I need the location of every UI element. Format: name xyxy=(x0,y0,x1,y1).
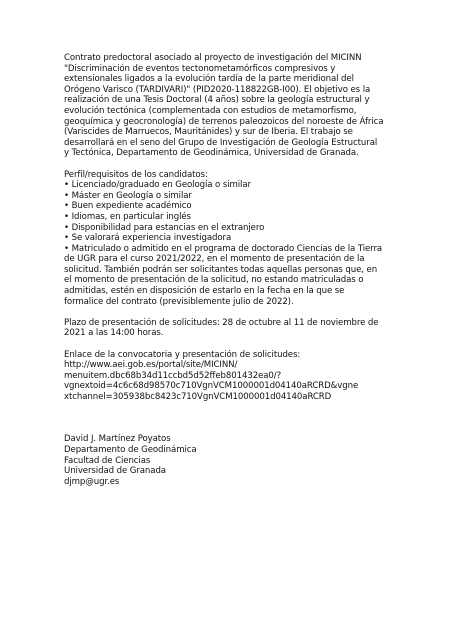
link-heading: Enlace de la convocatoria y presentación de solicitudes: xyxy=(64,349,301,360)
spacer xyxy=(64,403,384,424)
requirement-item: • Se valorará experiencia investigadora xyxy=(64,233,232,244)
signature-name: David J. Martínez Poyatos xyxy=(64,434,171,445)
convocatoria-link[interactable]: vgnextoid=4c6c68d98570c710VgnVCM1000001d04140aRCRD&vgne xyxy=(64,381,359,392)
requirements-list xyxy=(64,180,384,307)
convocatoria-link[interactable]: http://www.aei.gob.es/portal/site/MICINN/ xyxy=(64,360,238,371)
requirement-item: • Máster en Geología o similar xyxy=(64,190,192,201)
convocatoria-link[interactable]: xtchannel=305938bc8423c710VgnVCM1000001d04140aRCRD xyxy=(64,392,332,402)
signature-faculty: Facultad de Ciencias xyxy=(64,455,151,466)
spacer xyxy=(64,339,384,350)
signature-university: Universidad de Granada xyxy=(64,466,166,477)
requirement-item: • Buen expediente académico xyxy=(64,201,192,212)
signature-block xyxy=(64,434,384,487)
profile-heading: Perfil/requisitos de los candidatos: xyxy=(64,169,208,180)
deadline-paragraph: Plazo de presentación de solicitudes: 28 de octubre al 11 de noviembre de 2021 a las 14:00 horas. xyxy=(64,317,379,339)
intro-paragraph: Contrato predoctoral asociado al proyecto de investigación del MICINN "Discriminación de eventos tectonometamórficos compresivos y extensionales ligados a la evolución tardía de la parte meridional del Orógeno Varisco (TARDIVARI)" (PID2020-118822GB-I00). El objetivo es la realización de una Tesis Doctoral (4 años) sobre la geología estructural y evolución tectónica (complementada con estudios de metamorfismo, geoquímica y geocronología) de terrenos paleozoicos del noroeste de África (Variscides de Marruecos, Mauritánides) y sur de Iberia. El trabajo se desarrollará en el seno del Grupo de Investigación de Geología Estructural y Tectónica, Departamento de Geodinámica, Universidad de Granada. xyxy=(64,53,384,159)
document-body xyxy=(64,53,384,487)
spacer xyxy=(64,307,384,318)
requirement-item: • Licenciado/graduado en Geología o similar xyxy=(64,180,251,191)
requirement-item: • Disponibilidad para estancias en el extranjero xyxy=(64,222,265,233)
requirement-item: • Idiomas, en particular inglés xyxy=(64,211,191,222)
spacer xyxy=(64,424,384,435)
convocatoria-link[interactable]: menuitem.dbc68b34d11ccbd5d52ffeb801432ea0/? xyxy=(64,370,282,381)
signature-email[interactable]: djmp@ugr.es xyxy=(64,476,120,487)
signature-department: Departamento de Geodinámica xyxy=(64,444,197,455)
requirement-item: • Matriculado o admitido en el programa de doctorado Ciencias de la Tierra de UGR para el curso 2021/2022, en el momento de presentación de la solicitud. También podrán ser solicitantes todas aquellas personas que, en el momento de presentación de la solicitud, no estando matriculadas o admitidas, estén en disposición de estarlo en la fecha en la que se formalice del contrato (previsiblemente julio de 2022). xyxy=(64,243,383,307)
spacer xyxy=(64,159,384,170)
